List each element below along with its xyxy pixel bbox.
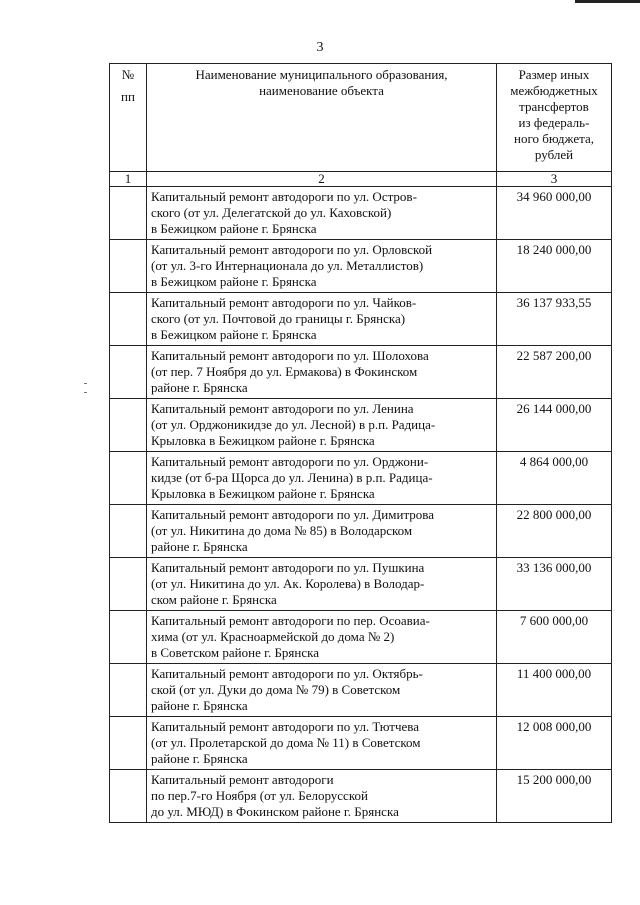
margin-mark xyxy=(84,392,87,393)
object-name-line: (от ул. 3-го Интернационала до ул. Металлистов) xyxy=(151,258,424,273)
object-name-line: Капитальный ремонт автодороги по ул. Пушкина xyxy=(151,560,425,575)
object-name xyxy=(147,346,497,399)
object-name-line: в Бежицком районе г. Брянска xyxy=(151,327,317,342)
header-amount-line: Размер иных xyxy=(518,67,590,82)
transfers-table-body xyxy=(110,64,612,823)
object-name-line: (от ул. Никитина до ул. Ак. Королева) в Володар- xyxy=(151,576,425,591)
table-row xyxy=(110,664,612,717)
table-row xyxy=(110,611,612,664)
object-name xyxy=(147,452,497,505)
transfer-amount: 4 864 000,00 xyxy=(497,452,612,505)
table-row xyxy=(110,505,612,558)
transfer-amount: 7 600 000,00 xyxy=(497,611,612,664)
object-name-line: ском районе г. Брянска xyxy=(151,592,277,607)
row-number xyxy=(110,611,147,664)
object-name-line: в Советском районе г. Брянска xyxy=(151,645,320,660)
object-name xyxy=(147,505,497,558)
object-name-line: Капитальный ремонт автодороги по ул. Октябрь- xyxy=(151,666,423,681)
transfer-amount: 15 200 000,00 xyxy=(497,770,612,823)
header-num-line: пп xyxy=(121,89,135,104)
header-num-line: № xyxy=(121,67,135,82)
header-name-line: наименование объекта xyxy=(259,83,384,98)
object-name-line: хима (от ул. Красноармейской до дома № 2) xyxy=(151,629,395,644)
table-row xyxy=(110,770,612,823)
header-amount-line: межбюджетных xyxy=(510,83,598,98)
object-name-line: районе г. Брянска xyxy=(151,698,248,713)
table-row xyxy=(110,558,612,611)
object-name-line: (от пер. 7 Ноября до ул. Ермакова) в Фокинском xyxy=(151,364,418,379)
header-row xyxy=(110,64,612,172)
object-name-line: Крыловка в Бежицком районе г. Брянска xyxy=(151,433,375,448)
object-name-line: до ул. МЮД) в Фокинском районе г. Брянска xyxy=(151,804,399,819)
table-row xyxy=(110,346,612,399)
header-amount-line: ного бюджета, xyxy=(514,131,594,146)
table-row xyxy=(110,399,612,452)
object-name-line: кидзе (от б-ра Щорса до ул. Ленина) в р.п. Радица- xyxy=(151,470,433,485)
object-name xyxy=(147,770,497,823)
object-name xyxy=(147,399,497,452)
object-name-line: районе г. Брянска xyxy=(151,751,248,766)
header-amount-line: трансфертов xyxy=(519,99,589,114)
object-name-line: районе г. Брянска xyxy=(151,539,248,554)
column-index: 3 xyxy=(497,172,612,187)
header-num xyxy=(110,64,147,172)
margin-mark xyxy=(84,383,87,384)
object-name-line: Капитальный ремонт автодороги по ул. Шолохова xyxy=(151,348,429,363)
object-name-line: в Бежицком районе г. Брянска xyxy=(151,274,317,289)
transfer-amount: 18 240 000,00 xyxy=(497,240,612,293)
header-name-line: Наименование муниципального образования, xyxy=(195,67,448,82)
header-name xyxy=(147,64,497,172)
transfer-amount: 22 800 000,00 xyxy=(497,505,612,558)
table-row xyxy=(110,240,612,293)
row-number xyxy=(110,717,147,770)
top-edge-mark xyxy=(575,0,640,3)
transfer-amount: 11 400 000,00 xyxy=(497,664,612,717)
transfer-amount: 22 587 200,00 xyxy=(497,346,612,399)
row-number xyxy=(110,240,147,293)
object-name-line: Капитальный ремонт автодороги по ул. Тютчева xyxy=(151,719,419,734)
table-row xyxy=(110,452,612,505)
transfers-table xyxy=(109,63,612,823)
row-number xyxy=(110,505,147,558)
object-name-line: в Бежицком районе г. Брянска xyxy=(151,221,317,236)
object-name-line: ского (от ул. Почтовой до границы г. Брянска) xyxy=(151,311,406,326)
transfer-amount: 26 144 000,00 xyxy=(497,399,612,452)
header-amount xyxy=(497,64,612,172)
object-name-line: Капитальный ремонт автодороги xyxy=(151,772,334,787)
object-name-line: Капитальный ремонт автодороги по ул. Орджони- xyxy=(151,454,429,469)
object-name-line: Капитальный ремонт автодороги по ул. Чайков- xyxy=(151,295,417,310)
object-name-line: (от ул. Пролетарской до дома № 11) в Советском xyxy=(151,735,421,750)
column-index-row xyxy=(110,172,612,187)
object-name-line: Крыловка в Бежицком районе г. Брянска xyxy=(151,486,375,501)
object-name xyxy=(147,558,497,611)
object-name xyxy=(147,664,497,717)
object-name-line: Капитальный ремонт автодороги по ул. Димитрова xyxy=(151,507,435,522)
object-name-line: Капитальный ремонт автодороги по ул. Остров- xyxy=(151,189,417,204)
row-number xyxy=(110,187,147,240)
object-name xyxy=(147,717,497,770)
transfer-amount: 34 960 000,00 xyxy=(497,187,612,240)
header-amount-line: рублей xyxy=(534,147,574,162)
object-name-line: ского (от ул. Делегатской до ул. Каховской) xyxy=(151,205,392,220)
row-number xyxy=(110,452,147,505)
row-number xyxy=(110,346,147,399)
table-row xyxy=(110,187,612,240)
page-number: 3 xyxy=(316,40,324,55)
object-name-line: по пер.7-го Ноября (от ул. Белорусской xyxy=(151,788,368,803)
row-number xyxy=(110,399,147,452)
transfer-amount: 33 136 000,00 xyxy=(497,558,612,611)
row-number xyxy=(110,558,147,611)
transfer-amount: 36 137 933,55 xyxy=(497,293,612,346)
object-name xyxy=(147,293,497,346)
object-name-line: Капитальный ремонт автодороги по ул. Орловской xyxy=(151,242,433,257)
transfer-amount: 12 008 000,00 xyxy=(497,717,612,770)
object-name xyxy=(147,187,497,240)
object-name-line: Капитальный ремонт автодороги по ул. Ленина xyxy=(151,401,414,416)
object-name-line: районе г. Брянска xyxy=(151,380,248,395)
table-row xyxy=(110,293,612,346)
object-name-line: ской (от ул. Дуки до дома № 79) в Советском xyxy=(151,682,401,697)
column-index: 2 xyxy=(147,172,497,187)
column-index: 1 xyxy=(110,172,147,187)
header-amount-line: из федераль- xyxy=(518,115,590,130)
object-name xyxy=(147,240,497,293)
row-number xyxy=(110,770,147,823)
object-name-line: (от ул. Никитина до дома № 85) в Володарском xyxy=(151,523,413,538)
object-name xyxy=(147,611,497,664)
row-number xyxy=(110,664,147,717)
object-name-line: Капитальный ремонт автодороги по пер. Осоавиа- xyxy=(151,613,430,628)
row-number xyxy=(110,293,147,346)
table-row xyxy=(110,717,612,770)
object-name-line: (от ул. Орджоникидзе до ул. Лесной) в р.п. Радица- xyxy=(151,417,436,432)
